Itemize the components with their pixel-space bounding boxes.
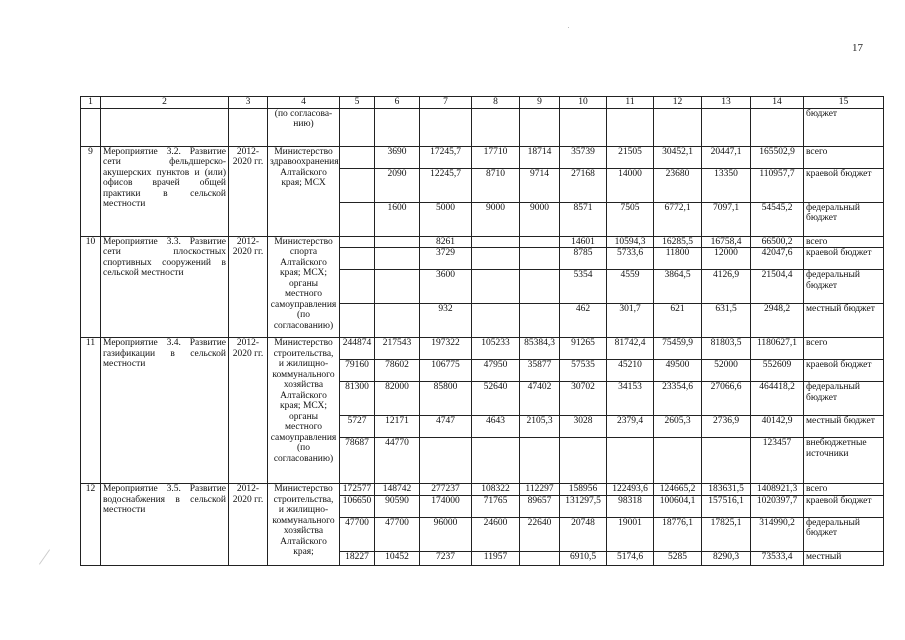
funding-source: всего: [804, 484, 884, 496]
value-cell: [702, 438, 751, 484]
measure-name: Мероприятие 3.3. Развитие сети плоскостных спортивных сооружений в сельской местности: [101, 236, 229, 338]
value-cell: 12245,7: [420, 168, 472, 202]
scan-speck: [568, 27, 569, 28]
value-cell: 21504,4: [751, 270, 804, 304]
value-cell: 314990,2: [751, 517, 804, 551]
value-cell: [375, 270, 420, 304]
value-cell: 277237: [420, 484, 472, 496]
header-cell: 9: [520, 97, 560, 109]
value-cell: 47700: [340, 517, 375, 551]
value-cell: 124665,2: [654, 484, 702, 496]
value-cell: 27168: [560, 168, 607, 202]
header-cell: 4: [268, 97, 340, 109]
header-cell: 10: [560, 97, 607, 109]
continuation-row: [81, 108, 884, 146]
value-cell: [375, 304, 420, 338]
value-cell: [607, 438, 654, 484]
value-cell: 106775: [420, 360, 472, 382]
value-cell: 66500,2: [751, 236, 804, 248]
measure-period: 2012-2020 гг.: [229, 338, 268, 484]
value-cell: [520, 438, 560, 484]
value-cell: 24600: [472, 517, 520, 551]
measure-name: Мероприятие 3.4. Развитие газификации в сельской местности: [101, 338, 229, 484]
value-cell: 183631,5: [702, 484, 751, 496]
value-cell: 9000: [520, 202, 560, 236]
funding-source: федеральный бюджет: [804, 202, 884, 236]
funding-source: местный бюджет: [804, 416, 884, 438]
funding-source: внебюджетные источники: [804, 438, 884, 484]
value-cell: 4643: [472, 416, 520, 438]
table-row: [81, 484, 884, 496]
value-cell: 3600: [420, 270, 472, 304]
value-cell: 91265: [560, 338, 607, 360]
value-cell: 5733,6: [607, 248, 654, 270]
value-cell: 85800: [420, 382, 472, 416]
empty-cell: [340, 108, 375, 146]
value-cell: 79160: [340, 360, 375, 382]
value-cell: 18776,1: [654, 517, 702, 551]
value-cell: 12171: [375, 416, 420, 438]
funding-source: всего: [804, 146, 884, 168]
value-cell: 11800: [654, 248, 702, 270]
value-cell: 4126,9: [702, 270, 751, 304]
value-cell: 631,5: [702, 304, 751, 338]
value-cell: [340, 202, 375, 236]
measure-period: 2012-2020 гг.: [229, 236, 268, 338]
value-cell: 81742,4: [607, 338, 654, 360]
value-cell: 3864,5: [654, 270, 702, 304]
value-cell: 75459,9: [654, 338, 702, 360]
value-cell: 47700: [375, 517, 420, 551]
page-number: 17: [852, 42, 863, 54]
value-cell: 82000: [375, 382, 420, 416]
funding-source: всего: [804, 338, 884, 360]
value-cell: 197322: [420, 338, 472, 360]
value-cell: 2105,3: [520, 416, 560, 438]
value-cell: 96000: [420, 517, 472, 551]
value-cell: [340, 270, 375, 304]
value-cell: 16758,4: [702, 236, 751, 248]
value-cell: 47950: [472, 360, 520, 382]
value-cell: [420, 438, 472, 484]
value-cell: 8710: [472, 168, 520, 202]
value-cell: 89657: [520, 495, 560, 517]
value-cell: 18227: [340, 551, 375, 565]
empty-cell: [420, 108, 472, 146]
value-cell: 14601: [560, 236, 607, 248]
value-cell: 10452: [375, 551, 420, 565]
header-cell: 13: [702, 97, 751, 109]
value-cell: 40142,9: [751, 416, 804, 438]
funding-source: всего: [804, 236, 884, 248]
value-cell: [654, 438, 702, 484]
value-cell: 552609: [751, 360, 804, 382]
value-cell: 30702: [560, 382, 607, 416]
value-cell: 112297: [520, 484, 560, 496]
header-cell: 1: [81, 97, 101, 109]
value-cell: 3690: [375, 146, 420, 168]
value-cell: 81803,5: [702, 338, 751, 360]
measure-number: 11: [81, 338, 101, 484]
value-cell: [340, 304, 375, 338]
funding-source: краевой бюджет: [804, 360, 884, 382]
value-cell: [520, 551, 560, 565]
empty-cell: [229, 108, 268, 146]
value-cell: 11957: [472, 551, 520, 565]
value-cell: 54545,2: [751, 202, 804, 236]
empty-cell: [520, 108, 560, 146]
value-cell: 3028: [560, 416, 607, 438]
value-cell: 17825,1: [702, 517, 751, 551]
value-cell: 172577: [340, 484, 375, 496]
measure-organization: Министерство спорта Алтайского края; МСХ; органы местного самоуправления (по согласованию): [268, 236, 340, 338]
value-cell: 3729: [420, 248, 472, 270]
org-cell: (по согласова-нию): [268, 108, 340, 146]
value-cell: 44770: [375, 438, 420, 484]
header-cell: 11: [607, 97, 654, 109]
value-cell: 7505: [607, 202, 654, 236]
measure-organization: Министерство строительства, и жилищно-коммунального хозяйства Алтайского края; МСХ; органы местного самоуправления (по согласованию): [268, 338, 340, 484]
header-cell: 2: [101, 97, 229, 109]
value-cell: 47402: [520, 382, 560, 416]
value-cell: [472, 248, 520, 270]
measure-number: 10: [81, 236, 101, 338]
value-cell: 8261: [420, 236, 472, 248]
value-cell: [472, 304, 520, 338]
value-cell: 49500: [654, 360, 702, 382]
value-cell: 157516,1: [702, 495, 751, 517]
value-cell: 4559: [607, 270, 654, 304]
header-cell: 8: [472, 97, 520, 109]
value-cell: 8290,3: [702, 551, 751, 565]
table-row: [81, 146, 884, 168]
table-row: [81, 338, 884, 360]
value-cell: 78602: [375, 360, 420, 382]
value-cell: 12000: [702, 248, 751, 270]
measure-number: 12: [81, 484, 101, 566]
value-cell: 158956: [560, 484, 607, 496]
value-cell: 1600: [375, 202, 420, 236]
value-cell: 45210: [607, 360, 654, 382]
empty-cell: [607, 108, 654, 146]
empty-cell: [654, 108, 702, 146]
measure-organization: Министерство здравоохранения Алтайского края; МСХ: [268, 146, 340, 236]
funding-source: краевой бюджет: [804, 168, 884, 202]
value-cell: 1408921,3: [751, 484, 804, 496]
empty-cell: [751, 108, 804, 146]
table-row: [81, 236, 884, 248]
value-cell: 1180627,1: [751, 338, 804, 360]
value-cell: 57535: [560, 360, 607, 382]
value-cell: 14000: [607, 168, 654, 202]
value-cell: 71765: [472, 495, 520, 517]
value-cell: 105233: [472, 338, 520, 360]
funding-source: краевой бюджет: [804, 248, 884, 270]
value-cell: [375, 248, 420, 270]
value-cell: [472, 438, 520, 484]
value-cell: [340, 248, 375, 270]
funding-source: федеральный бюджет: [804, 382, 884, 416]
value-cell: 122493,6: [607, 484, 654, 496]
value-cell: [472, 270, 520, 304]
value-cell: 20447,1: [702, 146, 751, 168]
value-cell: 8785: [560, 248, 607, 270]
value-cell: 9000: [472, 202, 520, 236]
value-cell: 123457: [751, 438, 804, 484]
value-cell: 52640: [472, 382, 520, 416]
value-cell: 19001: [607, 517, 654, 551]
value-cell: 27066,6: [702, 382, 751, 416]
value-cell: 7237: [420, 551, 472, 565]
value-cell: 5000: [420, 202, 472, 236]
value-cell: [340, 168, 375, 202]
funding-source: федеральный бюджет: [804, 517, 884, 551]
source-cell: бюджет: [804, 108, 884, 146]
header-cell: 12: [654, 97, 702, 109]
value-cell: 22640: [520, 517, 560, 551]
value-cell: 6910,5: [560, 551, 607, 565]
value-cell: 20748: [560, 517, 607, 551]
value-cell: 106650: [340, 495, 375, 517]
value-cell: 23354,6: [654, 382, 702, 416]
budget-table: [80, 96, 884, 566]
value-cell: 6772,1: [654, 202, 702, 236]
funding-source: федеральный бюджет: [804, 270, 884, 304]
value-cell: 52000: [702, 360, 751, 382]
value-cell: 5727: [340, 416, 375, 438]
value-cell: 5354: [560, 270, 607, 304]
measure-period: 2012-2020 гг.: [229, 146, 268, 236]
funding-source: местный: [804, 551, 884, 565]
value-cell: [520, 270, 560, 304]
value-cell: 4747: [420, 416, 472, 438]
empty-cell: [472, 108, 520, 146]
value-cell: 131297,5: [560, 495, 607, 517]
value-cell: 18714: [520, 146, 560, 168]
value-cell: 35739: [560, 146, 607, 168]
header-cell: 5: [340, 97, 375, 109]
value-cell: 621: [654, 304, 702, 338]
value-cell: 30452,1: [654, 146, 702, 168]
value-cell: 148742: [375, 484, 420, 496]
value-cell: 23680: [654, 168, 702, 202]
value-cell: [340, 146, 375, 168]
value-cell: 108322: [472, 484, 520, 496]
value-cell: [472, 236, 520, 248]
header-cell: 3: [229, 97, 268, 109]
value-cell: 2090: [375, 168, 420, 202]
value-cell: [375, 236, 420, 248]
header-cell: 7: [420, 97, 472, 109]
value-cell: 2948,2: [751, 304, 804, 338]
value-cell: 301,7: [607, 304, 654, 338]
value-cell: 35877: [520, 360, 560, 382]
empty-cell: [101, 108, 229, 146]
value-cell: 174000: [420, 495, 472, 517]
value-cell: 90590: [375, 495, 420, 517]
empty-cell: [375, 108, 420, 146]
value-cell: [520, 248, 560, 270]
value-cell: 244874: [340, 338, 375, 360]
header-cell: 6: [375, 97, 420, 109]
header-row: [81, 97, 884, 109]
value-cell: [520, 236, 560, 248]
measure-period: 2012-2020 гг.: [229, 484, 268, 566]
value-cell: 5285: [654, 551, 702, 565]
value-cell: 73533,4: [751, 551, 804, 565]
value-cell: 5174,6: [607, 551, 654, 565]
value-cell: 17710: [472, 146, 520, 168]
funding-source: местный бюджет: [804, 304, 884, 338]
value-cell: 8571: [560, 202, 607, 236]
empty-cell: [560, 108, 607, 146]
header-cell: 14: [751, 97, 804, 109]
scan-mark: [39, 549, 50, 564]
empty-cell: [81, 108, 101, 146]
value-cell: 16285,5: [654, 236, 702, 248]
value-cell: [520, 304, 560, 338]
value-cell: 10594,3: [607, 236, 654, 248]
empty-cell: [702, 108, 751, 146]
value-cell: 2379,4: [607, 416, 654, 438]
value-cell: 1020397,7: [751, 495, 804, 517]
value-cell: 464418,2: [751, 382, 804, 416]
value-cell: 217543: [375, 338, 420, 360]
value-cell: [560, 438, 607, 484]
value-cell: 110957,7: [751, 168, 804, 202]
value-cell: 7097,1: [702, 202, 751, 236]
value-cell: 85384,3: [520, 338, 560, 360]
value-cell: 2605,3: [654, 416, 702, 438]
value-cell: 165502,9: [751, 146, 804, 168]
measure-name: Мероприятие 3.5. Развитие водоснабжения в сельской местности: [101, 484, 229, 566]
value-cell: 81300: [340, 382, 375, 416]
measure-number: 9: [81, 146, 101, 236]
value-cell: 34153: [607, 382, 654, 416]
measure-organization: Министерство строительства, и жилищно-коммунального хозяйства Алтайского края;: [268, 484, 340, 566]
value-cell: 42047,6: [751, 248, 804, 270]
value-cell: 932: [420, 304, 472, 338]
value-cell: 100604,1: [654, 495, 702, 517]
funding-source: краевой бюджет: [804, 495, 884, 517]
value-cell: 9714: [520, 168, 560, 202]
value-cell: 13350: [702, 168, 751, 202]
value-cell: 2736,9: [702, 416, 751, 438]
header-cell: 15: [804, 97, 884, 109]
value-cell: 78687: [340, 438, 375, 484]
value-cell: 462: [560, 304, 607, 338]
value-cell: 21505: [607, 146, 654, 168]
value-cell: 98318: [607, 495, 654, 517]
value-cell: [340, 236, 375, 248]
measure-name: Мероприятие 3.2. Развитие сети фельдшерско-акушерских пунктов и (или) офисов врачей общей практики в сельской местности: [101, 146, 229, 236]
value-cell: 17245,7: [420, 146, 472, 168]
